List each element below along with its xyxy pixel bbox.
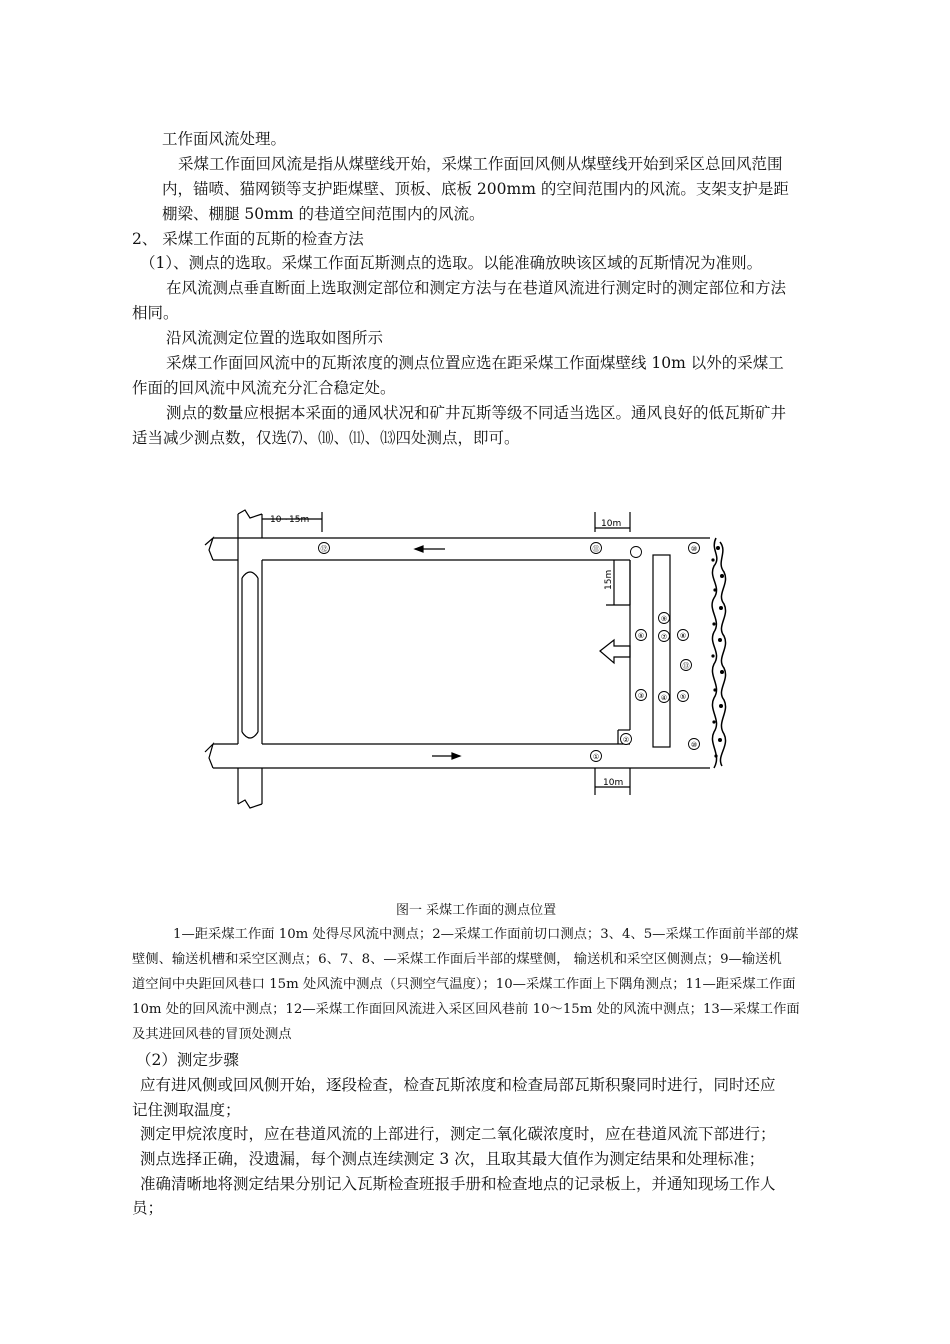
point-12-label: ⑫ bbox=[320, 545, 328, 553]
dim-label-top-left: 10~15m bbox=[270, 515, 310, 525]
legend-line: 1—距采煤工作面 10m 处得尽风流中测点；2—采煤工作面前切口测点；3、4、5—采煤工作面前半部的煤 bbox=[173, 927, 799, 942]
paragraph-line: 员； bbox=[132, 1199, 164, 1217]
paragraph-line: 相同。 bbox=[132, 304, 179, 322]
paragraph-line: 沿风流测定位置的选取如图所示 bbox=[166, 329, 384, 347]
legend-line: 及其进回风巷的冒顶处测点 bbox=[132, 1027, 292, 1042]
point-10-label: ⑩ bbox=[690, 545, 698, 553]
dim-label-top-right: 10m bbox=[601, 519, 622, 529]
dim-label-bottom-right: 10m bbox=[603, 778, 624, 788]
section-heading: 2、 采煤工作面的瓦斯的检查方法 bbox=[132, 230, 364, 248]
point-8-label: ⑧ bbox=[679, 632, 687, 640]
paragraph-line: 在风流测点垂直断面上选取测定部位和测定方法与在巷道风流进行测定时的测定部位和方法 bbox=[166, 279, 787, 297]
paragraph-line: 准确清晰地将测定结果分别记入瓦斯检查班报手册和检查地点的记录板上，并通知现场工作人 bbox=[140, 1175, 776, 1193]
point-11-label: ⑪ bbox=[592, 545, 600, 553]
point-2-label: ② bbox=[622, 736, 630, 744]
paragraph-line: 测点选择正确，没遗漏，每个测点连续测定 3 次，且取其最大值作为测定结果和处理标准； bbox=[140, 1150, 765, 1168]
legend-line: 壁侧、输送机槽和采空区测点；6、7、8、—采煤工作面后半部的煤壁侧， 输送机和采空区侧测点；9—输送机 bbox=[132, 952, 782, 967]
point-4-label: ④ bbox=[660, 694, 668, 702]
legend-line: 10m 处的回风流中测点；12—采煤工作面回风流进入采区回风巷前 10～15m 处的风流中测点；13—采煤工作面 bbox=[132, 1002, 800, 1017]
figure-caption: 图一 采煤工作面的测点位置 bbox=[396, 903, 557, 918]
paragraph-line: 内，锚喷、猫网锁等支护距煤壁、顶板、底板 200mm 的空间范围内的风流。支架支护是距 bbox=[162, 180, 789, 198]
legend-line: 道空间中央距回风巷口 15m 处风流中测点（只测空气温度）；10—采煤工作面上下隅角测点；11—距采煤工作面 bbox=[132, 977, 796, 992]
point-10b-label: ⑩ bbox=[690, 741, 698, 749]
point-6-label: ⑥ bbox=[637, 632, 645, 640]
paragraph-line: 采煤工作面回风流中的瓦斯浓度的测点位置应选在距采煤工作面煤壁线 10m 以外的采煤工 bbox=[166, 354, 784, 372]
dim-label-side: 15m bbox=[604, 569, 614, 590]
point-13-label: ⑬ bbox=[682, 662, 690, 670]
paragraph-line: 应有进风侧或回风侧开始，逐段检查，检查瓦斯浓度和检查局部瓦斯积聚同时进行，同时还应 bbox=[140, 1076, 776, 1094]
paragraph-line: 适当减少测点数，仅选⑺、⑽、⑾、⒀四处测点，即可。 bbox=[132, 429, 520, 447]
subsection-heading: （2）测定步骤 bbox=[136, 1051, 239, 1069]
point-7-label: ⑦ bbox=[660, 633, 668, 641]
paragraph-line: 记住测取温度； bbox=[132, 1101, 241, 1119]
point-1-label: ① bbox=[592, 753, 600, 761]
point-5-label: ⑤ bbox=[679, 693, 687, 701]
point-3-label: ③ bbox=[637, 692, 645, 700]
paragraph-line: 采煤工作面回风流是指从煤壁线开始，采煤工作面回风侧从煤壁线开始到采区总回风范围 bbox=[178, 155, 783, 173]
paragraph-line: 测定甲烷浓度时，应在巷道风流的上部进行，测定二氧化碳浓度时，应在巷道风流下部进行； bbox=[140, 1125, 776, 1143]
paragraph-line: 棚梁、棚腿 50mm 的巷道空间范围内的风流。 bbox=[162, 205, 485, 223]
paragraph-line: 作面的回风流中风流充分汇合稳定处。 bbox=[132, 379, 396, 397]
paragraph-line: 测点的数量应根据本采面的通风状况和矿井瓦斯等级不同适当选区。通风良好的低瓦斯矿井 bbox=[166, 404, 787, 422]
subsection-heading: （1）、测点的选取。采煤工作面瓦斯测点的选取。以能准确放映该区域的瓦斯情况为准则。 bbox=[140, 254, 763, 272]
paragraph-line: 工作面风流处理。 bbox=[162, 130, 287, 148]
point-9-label: ⑨ bbox=[660, 615, 668, 623]
